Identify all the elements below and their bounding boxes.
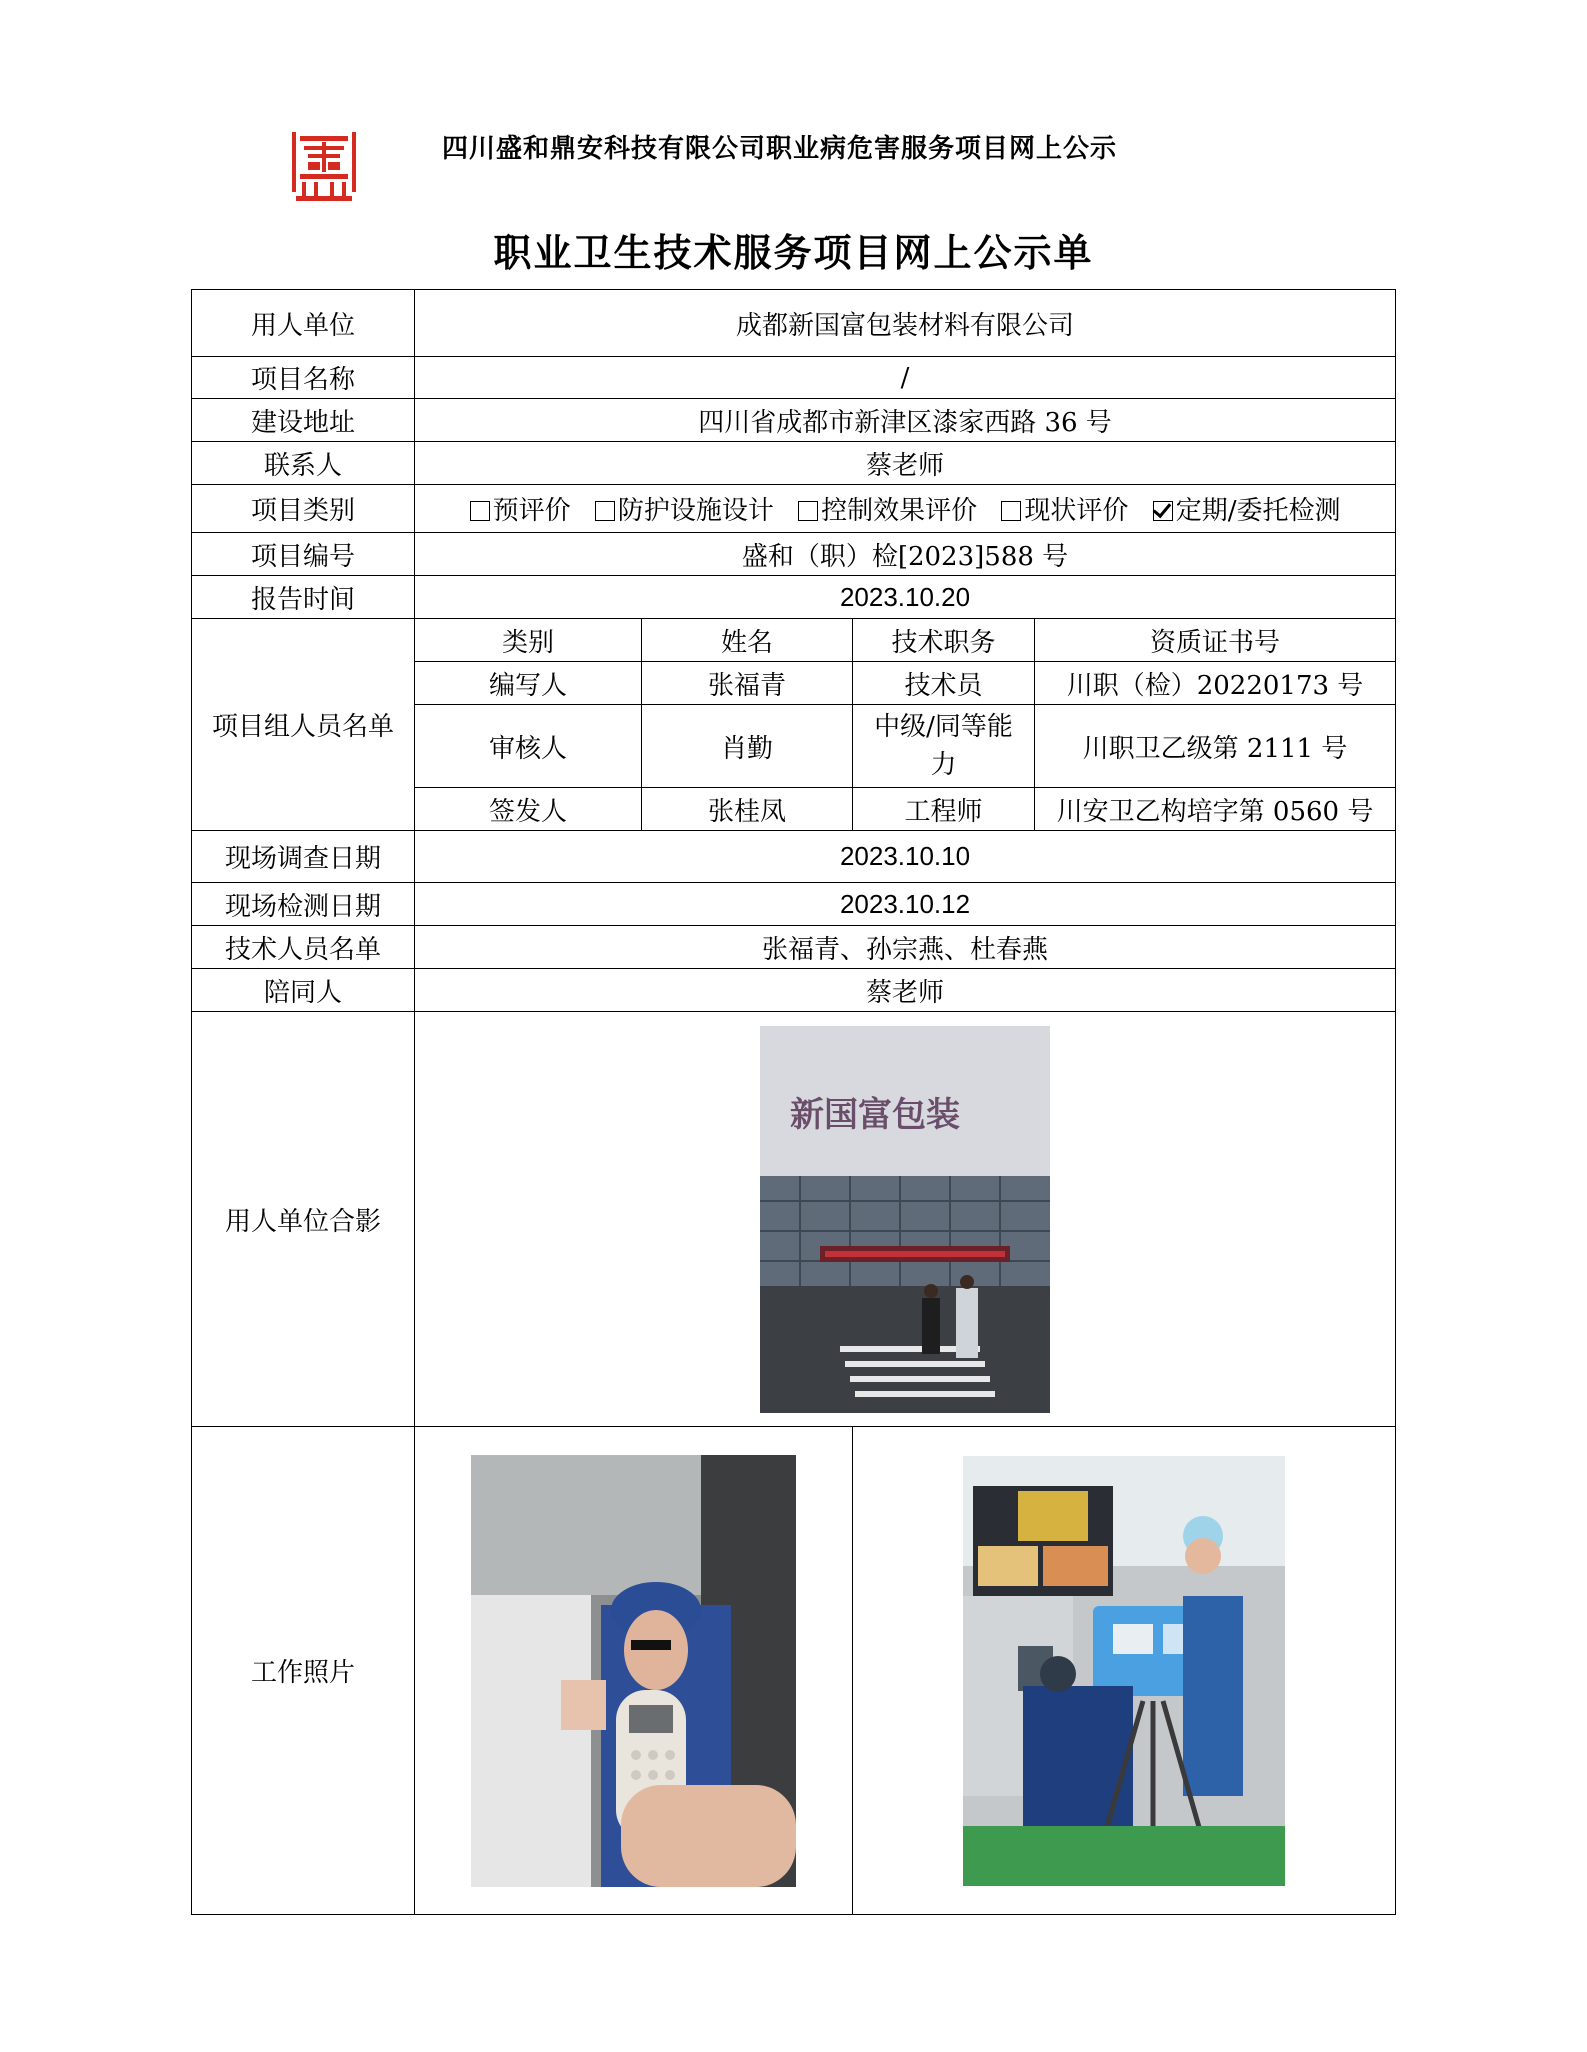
label-project-name: 项目名称	[192, 357, 415, 399]
value-employer: 成都新国富包装材料有限公司	[415, 290, 1396, 357]
row-category	[192, 485, 1396, 533]
team-header-row	[192, 619, 1396, 662]
value-survey-date: 2023.10.10	[415, 831, 1396, 883]
label-report-time: 报告时间	[192, 576, 415, 619]
row-employer	[192, 290, 1396, 357]
checkbox-icon[interactable]	[595, 501, 615, 521]
option-periodic-testing[interactable]: 定期/委托检测	[1153, 496, 1341, 526]
label-group-photo: 用人单位合影	[192, 1012, 415, 1427]
value-report-time: 2023.10.20	[415, 576, 1396, 619]
document-title: 职业卫生技术服务项目网上公示单	[493, 230, 1094, 275]
team-header-title: 技术职务	[853, 619, 1035, 662]
row-project-no	[192, 533, 1396, 576]
member-cert: 川安卫乙构培字第 0560 号	[1035, 788, 1396, 831]
label-team: 项目组人员名单	[192, 619, 415, 831]
row-project-name	[192, 357, 1396, 399]
member-name: 张福青	[642, 662, 853, 705]
checkbox-icon[interactable]	[470, 501, 490, 521]
label-category: 项目类别	[192, 485, 415, 533]
checkbox-icon[interactable]	[798, 501, 818, 521]
row-technicians	[192, 926, 1396, 969]
option-control-effect[interactable]: 控制效果评价	[798, 496, 977, 526]
checkbox-checked-icon[interactable]	[1153, 501, 1173, 521]
row-group-photo	[192, 1012, 1396, 1427]
label-survey-date: 现场调查日期	[192, 831, 415, 883]
label-address: 建设地址	[192, 399, 415, 442]
row-report-time	[192, 576, 1396, 619]
label-companion: 陪同人	[192, 969, 415, 1012]
company-logo	[286, 128, 362, 204]
value-project-no: 盛和（职）检[2023]588 号	[415, 533, 1396, 576]
work-photo-cell-1	[415, 1427, 853, 1915]
member-title: 中级/同等能力	[853, 705, 1035, 788]
member-role: 签发人	[415, 788, 642, 831]
row-work-photos	[192, 1427, 1396, 1915]
row-address	[192, 399, 1396, 442]
option-pre-evaluation[interactable]: 预评价	[470, 496, 571, 526]
member-name: 张桂凤	[642, 788, 853, 831]
label-project-no: 项目编号	[192, 533, 415, 576]
row-survey-date	[192, 831, 1396, 883]
label-test-date: 现场检测日期	[192, 883, 415, 926]
work-photo-cell-2	[853, 1427, 1396, 1915]
value-test-date: 2023.10.12	[415, 883, 1396, 926]
row-companion	[192, 969, 1396, 1012]
value-technicians: 张福青、孙宗燕、杜春燕	[415, 926, 1396, 969]
member-title: 技术员	[853, 662, 1035, 705]
notice-table	[191, 289, 1396, 1915]
member-role: 编写人	[415, 662, 642, 705]
team-header-name: 姓名	[642, 619, 853, 662]
label-technicians: 技术人员名单	[192, 926, 415, 969]
group-photo-cell	[415, 1012, 1396, 1427]
label-employer: 用人单位	[192, 290, 415, 357]
organization-title: 四川盛和鼎安科技有限公司职业病危害服务项目网上公示	[442, 134, 1118, 164]
label-contact: 联系人	[192, 442, 415, 485]
checkbox-icon[interactable]	[1001, 501, 1021, 521]
option-status-evaluation[interactable]: 现状评价	[1001, 496, 1128, 526]
label-work-photos: 工作照片	[192, 1427, 415, 1915]
value-contact: 蔡老师	[415, 442, 1396, 485]
member-cert: 川职卫乙级第 2111 号	[1035, 705, 1396, 788]
group-photo	[760, 1026, 1050, 1413]
value-address: 四川省成都市新津区漆家西路 36 号	[415, 399, 1396, 442]
member-cert: 川职（检）20220173 号	[1035, 662, 1396, 705]
member-title: 工程师	[853, 788, 1035, 831]
value-project-name: /	[415, 357, 1396, 399]
team-header-role: 类别	[415, 619, 642, 662]
building-sign-text: 新国富包装	[790, 1094, 960, 1135]
value-companion: 蔡老师	[415, 969, 1396, 1012]
team-header-cert: 资质证书号	[1035, 619, 1396, 662]
category-options	[415, 485, 1396, 533]
work-photo-noise-meter	[471, 1455, 796, 1887]
member-name: 肖勤	[642, 705, 853, 788]
option-protection-design[interactable]: 防护设施设计	[595, 496, 774, 526]
member-role: 审核人	[415, 705, 642, 788]
row-contact	[192, 442, 1396, 485]
row-test-date	[192, 883, 1396, 926]
work-photo-dust-sampler	[963, 1456, 1285, 1886]
